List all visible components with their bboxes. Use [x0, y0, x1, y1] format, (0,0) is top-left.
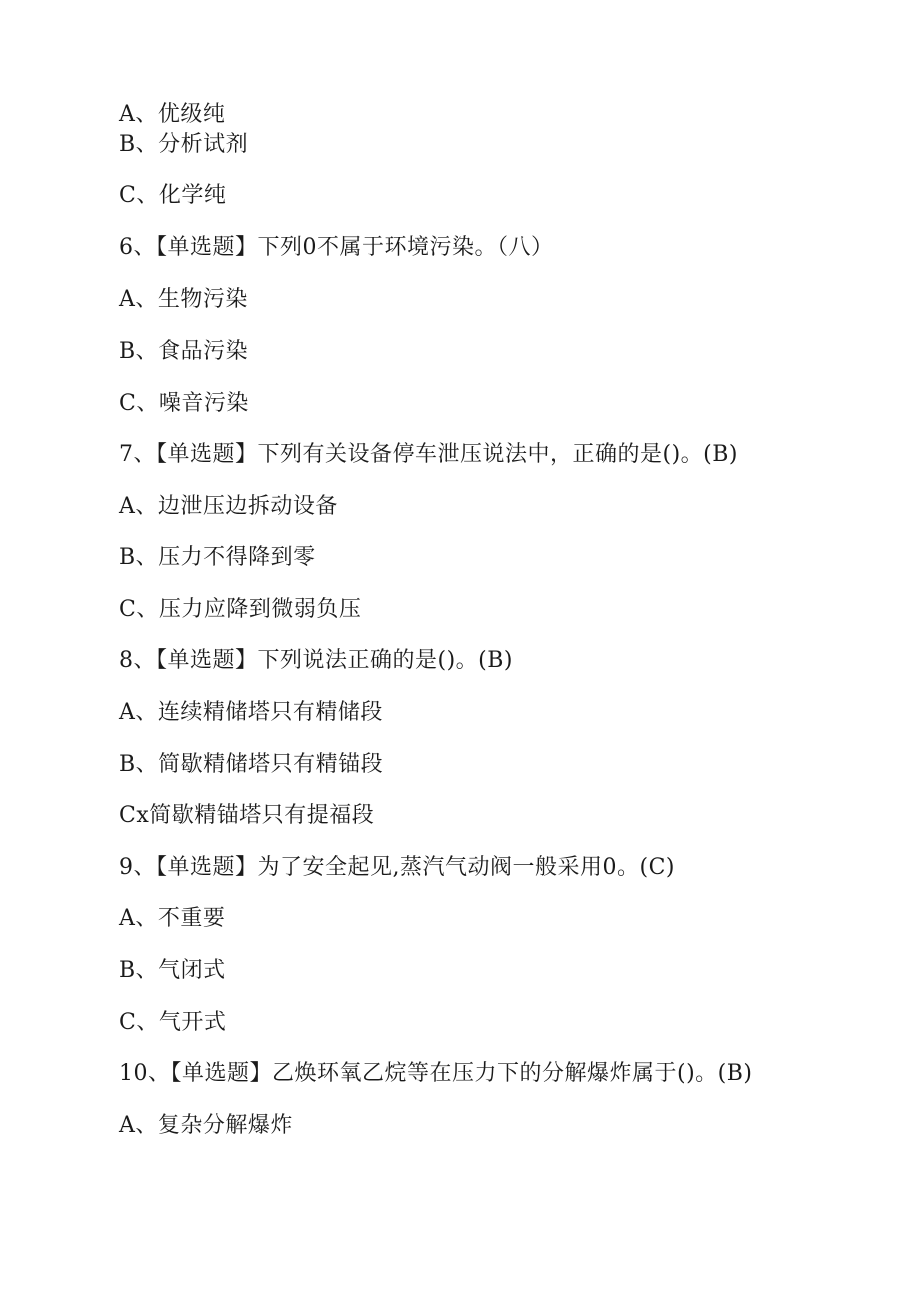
option-c-line: C、噪音污染 [119, 391, 249, 416]
option-c-line: C、压力应降到微弱负压 [119, 597, 362, 622]
option-b-line: B、气闭式 [119, 958, 226, 983]
option-c-line: C、气开式 [119, 1010, 227, 1035]
option-b-line: B、压力不得降到零 [119, 545, 316, 570]
option-c-line: C、化学纯 [119, 183, 227, 208]
option-a-line: A、生物污染 [119, 287, 248, 312]
option-b-line: B、分析试剂 [119, 132, 249, 157]
option-a-line: A、连续精储塔只有精储段 [119, 700, 383, 725]
option-c-line: Cx简歇精锚塔只有提福段 [119, 803, 375, 828]
question-10: 10、【单选题】乙焕环氧乙烷等在压力下的分解爆炸属于()。(B) [119, 1061, 753, 1086]
question-7: 7、【单选题】下列有关设备停车泄压说法中，正确的是()。(B) [119, 442, 738, 467]
option-a-line: A、边泄压边拆动设备 [119, 494, 338, 519]
question-8: 8、【单选题】下列说法正确的是()。(B) [119, 648, 513, 673]
option-b-line: B、简歇精储塔只有精锚段 [119, 752, 384, 777]
option-a-line: A、优级纯 [119, 102, 226, 127]
question-9: 9、【单选题】为了安全起见,蒸汽气动阀一般采用0。(C) [119, 855, 675, 880]
option-a-line: A、复杂分解爆炸 [119, 1113, 293, 1138]
question-6: 6、【单选题】下列0不属于环境污染。（八） [119, 235, 554, 260]
option-a-line: A、不重要 [119, 906, 226, 931]
option-b-line: B、食品污染 [119, 339, 249, 364]
